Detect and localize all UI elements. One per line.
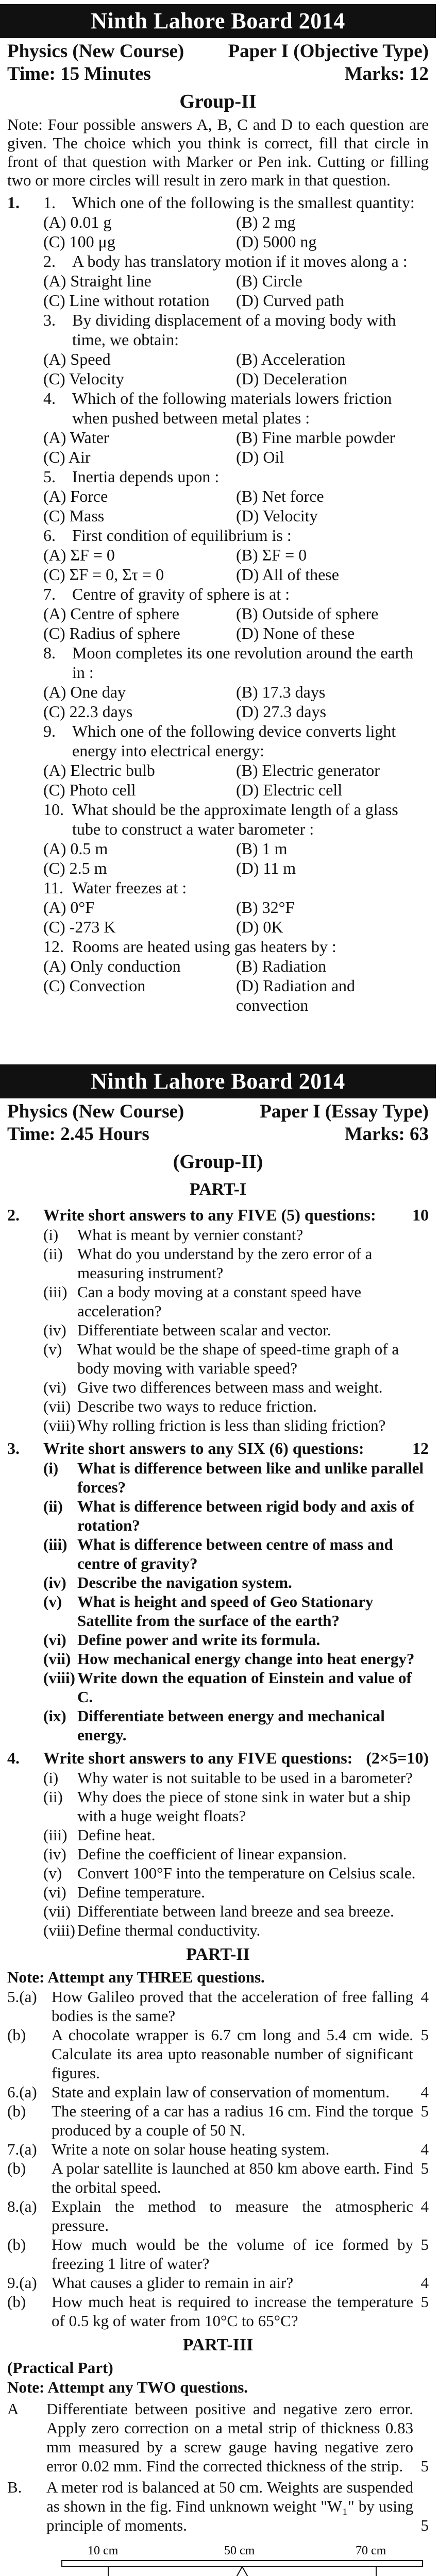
mcq-number: 8. (43, 643, 56, 662)
list-item (43, 1378, 429, 1397)
long-question-text: Explain the method to measure the atmospheric pressure. (52, 2197, 413, 2234)
mcq-text: A body has translatory motion if it moves along a : (72, 252, 408, 270)
long-question-number: 5.(a) (7, 1988, 37, 2006)
list-item (43, 1592, 429, 1630)
mcq-number: 5. (43, 467, 56, 486)
mcq-option: (A) Only conduction (43, 957, 181, 975)
mcq-question (7, 643, 429, 682)
list-item (43, 1706, 429, 1744)
mcq-number: 7. (43, 585, 56, 603)
list-item (43, 1416, 429, 1435)
long-question (7, 2292, 429, 2330)
item-roman: (i) (43, 1459, 59, 1477)
list-item (43, 1225, 429, 1244)
mcq-option: (C) Line without rotation (43, 291, 210, 310)
list-item (43, 1768, 429, 1787)
mcq-option: (B) 1 m (236, 839, 288, 858)
item-roman: (viii) (43, 1669, 75, 1687)
long-question-number: 9.(a) (7, 2274, 37, 2292)
long-question-marks: 5 (420, 2159, 429, 2177)
essay-subject: Physics (New Course) (7, 1101, 184, 1122)
list-item (43, 1573, 429, 1592)
item-roman: (vii) (43, 1397, 71, 1415)
mcq-option: (B) Outside of sphere (236, 604, 379, 623)
mcq-option: (A) Straight line (43, 272, 151, 290)
mcq-option: (D) 0K (236, 918, 283, 936)
mcq-option: (D) 11 m (236, 859, 296, 877)
mcq-question (7, 526, 429, 545)
list-item (43, 1787, 429, 1825)
part-1-heading: PART-I (189, 1180, 247, 1199)
item-text: What would be the shape of speed-time graph of a body moving with variable speed? (77, 1340, 399, 1377)
main-question-number (7, 721, 43, 760)
item-roman: (iii) (43, 1535, 68, 1553)
item-text: Differentiate between land breeze and sea breeze. (77, 1902, 394, 1920)
long-question-marks: 4 (420, 2140, 429, 2158)
objective-note: Note: Four possible answers A, B, C and D to each question are given. The choice which you think is correct, fill that circle in front of that question with Marker or Pen ink. Cutting or filling two or more circles will result in zero mark in that question. (7, 115, 429, 189)
short-question-marks: 12 (412, 1439, 429, 1458)
mcq-question (7, 388, 429, 428)
practical-marks: 5 (420, 2516, 429, 2534)
mcq-option: (D) None of these (236, 624, 355, 642)
essay-time: Time: 2.45 Hours (7, 1124, 149, 1145)
diagram-label-right: 70 cm (356, 2544, 386, 2557)
mcq-text: By dividing displacement of a moving body with time, we obtain: (72, 311, 396, 349)
mcq-options (7, 545, 429, 584)
long-question-text: What causes a glider to remain in air? (52, 2274, 294, 2292)
objective-paper: Paper I (Objective Type) (228, 41, 429, 62)
item-roman: (v) (43, 1340, 62, 1358)
long-question-number: (b) (7, 2102, 26, 2120)
item-roman: (iv) (43, 1845, 66, 1863)
part-2-note: Note: Attempt any THREE questions. (7, 1968, 265, 1986)
mcq-option: (A) Force (43, 487, 108, 505)
mcq-option: (D) Velocity (236, 506, 318, 525)
short-question-number: 3. (7, 1439, 20, 1458)
long-question (7, 2140, 429, 2159)
main-question-number (7, 643, 43, 682)
short-question-instruction: Write short answers to any FIVE questions: (43, 1749, 353, 1767)
mcq-question (7, 467, 429, 486)
part-3-heading: PART-III (182, 2335, 254, 2354)
item-roman: (iii) (43, 1283, 68, 1301)
item-text: Write down the equation of Einstein and value of C. (77, 1669, 412, 1706)
mcq-options (7, 839, 429, 878)
mcq-number: 2. (43, 252, 56, 270)
mcq-option: (B) Radiation (236, 957, 327, 975)
essay-group: (Group-II) (173, 1151, 263, 1173)
mcq-option: (C) Convection (43, 976, 146, 995)
mcq-option: (B) 2 mg (236, 213, 296, 231)
mcq-option: (B) Electric generator (236, 761, 380, 779)
mcq-option: (D) Curved path (236, 291, 344, 310)
short-question-heading (7, 1205, 429, 1225)
list-item (43, 1459, 429, 1497)
mcq-options (7, 897, 429, 937)
mcq-option: (C) 22.3 days (43, 702, 133, 721)
long-question-marks: 4 (420, 1988, 429, 2006)
item-roman: (ii) (43, 1497, 63, 1515)
item-text: Define power and write its formula. (77, 1631, 321, 1649)
item-text: Describe two ways to reduce friction. (77, 1397, 317, 1415)
item-roman: (iv) (43, 1321, 66, 1339)
item-text: Describe the navigation system. (77, 1573, 292, 1591)
mcq-question (7, 251, 429, 271)
item-text: What is meant by vernier constant? (77, 1226, 304, 1244)
main-question-number (7, 310, 43, 349)
main-question-number (7, 388, 43, 428)
mcq-option: (C) ΣF = 0, Στ = 0 (43, 565, 164, 584)
long-question-number: 8.(a) (7, 2197, 37, 2215)
main-question-number: 1. (7, 193, 20, 212)
mcq-option: (D) Radiation and convection (236, 976, 356, 1014)
short-question-number: 4. (7, 1749, 20, 1767)
list-item (43, 1921, 429, 1940)
mcq-options (7, 760, 429, 800)
long-question-number: (b) (7, 2159, 26, 2177)
list-item (43, 1668, 429, 1706)
mcq-question (7, 310, 429, 349)
mcq-options (7, 212, 429, 251)
long-question-text: How Galileo proved that the acceleration of free falling bodies is the same? (52, 1988, 413, 2025)
mcq-question (7, 721, 429, 760)
item-roman: (i) (43, 1769, 59, 1787)
mcq-question (7, 878, 429, 897)
list-item (43, 1320, 429, 1340)
item-text: What is height and speed of Geo Stationary Satellite from the surface of the earth? (77, 1592, 374, 1630)
mcq-option: (B) ΣF = 0 (236, 546, 307, 564)
main-question-number (7, 937, 43, 956)
mcq-number: 4. (43, 389, 56, 408)
mcq-number: 9. (43, 722, 56, 740)
mcq-text: What should be the approximate length of a glass tube to construct a water barometer : (72, 800, 398, 838)
long-question-text: How much heat is required to increase the temperature of 0.5 kg of water from 10°C to 65°C? (52, 2293, 413, 2330)
section-divider (7, 1015, 429, 1064)
mcq-option: (C) Velocity (43, 369, 124, 388)
practical-question-b (7, 2478, 429, 2535)
mcq-option: (D) Deceleration (236, 369, 347, 388)
item-roman: (i) (43, 1226, 59, 1244)
long-question-marks: 4 (420, 2274, 429, 2292)
mcq-option: (D) Oil (236, 448, 284, 466)
essay-marks: Marks: 63 (344, 1124, 429, 1145)
mcq-option: (D) 5000 ng (236, 232, 317, 251)
mcq-option: (A) Speed (43, 350, 111, 368)
item-roman: (v) (43, 1592, 62, 1611)
main-question-number (7, 251, 43, 271)
mcq-text: Moon completes its one revolution around the earth in : (72, 643, 414, 682)
mcq-option: (B) Circle (236, 272, 302, 290)
mcq-option: (B) 32°F (236, 898, 295, 917)
short-question-number: 2. (7, 1206, 20, 1224)
short-question-marks: 10 (412, 1206, 429, 1224)
list-item (43, 1649, 429, 1668)
objective-marks: Marks: 12 (344, 63, 429, 84)
meter-rod-diagram (46, 2539, 438, 2576)
objective-subject: Physics (New Course) (7, 41, 184, 62)
mcq-option: (C) Mass (43, 506, 105, 525)
objective-time: Time: 15 Minutes (7, 63, 151, 84)
list-item (43, 1535, 429, 1573)
practical-text: Differentiate between positive and negative zero error. Apply zero correction on a metal strip of thickness 0.83 mm measured by a screw gauge having negative zero error 0.02 mm. Find the corrected thickness of the strip. (46, 2400, 413, 2475)
mcq-options (7, 956, 429, 1015)
long-question-marks: 4 (420, 2197, 429, 2215)
mcq-option: (A) 0.5 m (43, 839, 108, 858)
list-item (43, 1497, 429, 1535)
list-item (43, 1340, 429, 1378)
practical-note: Note: Attempt any TWO questions. (7, 2378, 248, 2396)
item-roman: (ii) (43, 1245, 63, 1263)
main-question-number (7, 584, 43, 604)
long-question-marks: 5 (420, 2026, 429, 2044)
item-text: Give two differences between mass and weight. (77, 1378, 383, 1396)
mcq-option: (C) Air (43, 448, 91, 466)
long-question (7, 2082, 429, 2102)
objective-meta-row-1 (7, 40, 429, 63)
mcq-option: (B) Net force (236, 487, 324, 505)
long-question-text: A chocolate wrapper is 6.7 cm long and 5.4 cm wide. Calculate its area upto reasonable number of significant figures. (52, 2026, 413, 2082)
long-question-marks: 5 (420, 2102, 429, 2120)
mcq-options (7, 271, 429, 310)
short-question-instruction: Write short answers to any FIVE (5) questions: (43, 1206, 376, 1224)
item-roman: (viii) (43, 1416, 75, 1434)
mcq-option: (D) Electric cell (236, 781, 343, 799)
mcq-text: Which one of the following is the smallest quantity: (72, 193, 415, 212)
mcq-question (7, 937, 429, 956)
item-text: What is difference between like and unlike parallel forces? (77, 1459, 424, 1496)
list-item (43, 1844, 429, 1863)
mcq-text: Which one of the following device converts light energy into electrical energy: (72, 722, 396, 760)
mcq-text: First condition of equilibrium is : (72, 526, 292, 545)
mcq-options (7, 682, 429, 721)
main-question-number (7, 878, 43, 897)
mcq-question (7, 193, 429, 212)
main-question-number (7, 526, 43, 545)
item-roman: (v) (43, 1864, 62, 1882)
part-2-heading: PART-II (186, 1945, 250, 1964)
item-roman: (vi) (43, 1378, 66, 1396)
mcq-option: (A) 0°F (43, 898, 95, 917)
item-text: Differentiate between scalar and vector. (77, 1321, 331, 1339)
long-question (7, 2273, 429, 2292)
item-text: Why does the piece of stone sink in water but a ship with a huge weight floats? (77, 1788, 411, 1825)
long-question (7, 2235, 429, 2273)
mcq-number: 12. (43, 937, 64, 956)
practical-title: (Practical Part) (7, 2359, 113, 2377)
item-text: Define heat. (77, 1826, 156, 1844)
mcq-option: (B) 17.3 days (236, 683, 326, 701)
item-text: Define the coefficient of linear expansion. (77, 1845, 347, 1863)
item-text: How mechanical energy change into heat energy? (77, 1650, 415, 1668)
mcq-number: 1. (43, 193, 56, 212)
item-roman: (vi) (43, 1883, 66, 1901)
long-question-number: (b) (7, 2235, 26, 2253)
mcq-option: (A) Electric bulb (43, 761, 155, 779)
item-roman: (iv) (43, 1573, 66, 1591)
list-item (43, 1902, 429, 1921)
item-text: Define thermal conductivity. (77, 1921, 261, 1939)
list-item (43, 1863, 429, 1883)
mcq-question (7, 584, 429, 604)
item-text: What do you understand by the zero error of a measuring instrument? (77, 1245, 373, 1282)
item-text: What is difference between rigid body and axis of rotation? (77, 1497, 414, 1534)
fulcrum-wedge (211, 2567, 273, 2576)
mcq-option: (A) Centre of sphere (43, 604, 179, 623)
mcq-text: Which of the following materials lowers friction when pushed between metal plates : (72, 389, 392, 427)
practical-label: A (7, 2400, 19, 2418)
mcq-text: Centre of gravity of sphere is at : (72, 585, 290, 603)
short-question-items (7, 1768, 429, 1940)
item-text: Differentiate between energy and mechanical energy. (77, 1707, 385, 1744)
short-question-items (7, 1459, 429, 1744)
long-question (7, 1987, 429, 2025)
mcq-text: Inertia depends upon : (72, 467, 220, 486)
practical-marks: 5 (420, 2457, 429, 2475)
mcq-options (7, 428, 429, 467)
mcq-option: (C) Photo cell (43, 781, 136, 799)
mcq-option: (C) -273 K (43, 918, 116, 936)
list-item (43, 1883, 429, 1902)
short-questions (7, 1205, 429, 1940)
item-roman: (vii) (43, 1650, 71, 1668)
mcq-options (7, 486, 429, 526)
item-text: Convert 100°F into the temperature on Celsius scale. (77, 1864, 416, 1882)
essay-meta-row-1 (7, 1100, 429, 1123)
mcq-option: (A) 0.01 g (43, 213, 112, 231)
mcq-option: (B) Acceleration (236, 350, 346, 368)
mcq-option: (C) 2.5 m (43, 859, 107, 877)
list-item (43, 1244, 429, 1282)
mcq-number: 3. (43, 311, 56, 329)
mcq-text: Water freezes at : (72, 878, 187, 897)
mcq-option: (C) Radius of sphere (43, 624, 180, 642)
diagram-label-mid: 50 cm (224, 2544, 255, 2557)
long-question-text: The steering of a car has a radius 16 cm. Find the torque produced by a couple of 50 N. (52, 2102, 413, 2139)
objective-group: Group-II (179, 91, 257, 112)
short-question-heading (7, 1748, 429, 1768)
mcq-option: (A) One day (43, 683, 126, 701)
mcq-number: 10. (43, 800, 64, 819)
list-item (43, 1630, 429, 1649)
objective-banner: Ninth Lahore Board 2014 (0, 4, 436, 38)
long-question-number: 7.(a) (7, 2140, 37, 2158)
short-question-marks: (2×5=10) (366, 1749, 429, 1767)
mcq-option: (C) 100 μg (43, 232, 115, 251)
mcq-option: (D) All of these (236, 565, 339, 584)
mcq-option: (A) Water (43, 428, 109, 447)
short-question-heading (7, 1438, 429, 1459)
objective-meta-row-2 (7, 63, 429, 86)
main-question-number (7, 467, 43, 486)
practical-label: B. (7, 2478, 22, 2496)
item-text: Can a body moving at a constant speed have acceleration? (77, 1283, 361, 1320)
mcq-list (7, 193, 429, 1015)
long-question-number: (b) (7, 2293, 26, 2311)
long-question-text: Write a note on solar house heating system. (52, 2140, 330, 2158)
mcq-number: 6. (43, 526, 56, 545)
list-item (43, 1282, 429, 1320)
item-roman: (ii) (43, 1788, 63, 1806)
list-item (43, 1825, 429, 1844)
long-question (7, 2159, 429, 2197)
long-question-text: How much would be the volume of ice formed by freezing 1 litre of water? (52, 2235, 413, 2273)
long-question-marks: 4 (420, 2083, 429, 2101)
item-roman: (vii) (43, 1902, 71, 1920)
long-question-marks: 5 (420, 2293, 429, 2311)
mcq-option: (B) Fine marble powder (236, 428, 395, 447)
item-text: Why rolling friction is less than sliding friction? (77, 1416, 386, 1434)
short-question-items (7, 1225, 429, 1435)
item-roman: (vi) (43, 1631, 66, 1649)
mcq-option: (A) ΣF = 0 (43, 546, 115, 564)
list-item (43, 1397, 429, 1416)
mcq-option: (D) 27.3 days (236, 702, 327, 721)
mcq-options (7, 349, 429, 388)
long-question-number: 6.(a) (7, 2083, 37, 2101)
practical-question-a (7, 2399, 429, 2476)
mcq-text: Rooms are heated using gas heaters by : (72, 937, 336, 956)
mcq-options (7, 604, 429, 643)
essay-banner: Ninth Lahore Board 2014 (0, 1064, 436, 1098)
long-question-text: State and explain law of conservation of momentum. (52, 2083, 390, 2101)
long-question (7, 2025, 429, 2082)
item-text: Define temperature. (77, 1883, 205, 1901)
short-question-instruction: Write short answers to any SIX (6) questions: (43, 1439, 364, 1458)
mcq-question (7, 800, 429, 839)
long-question-number: (b) (7, 2026, 26, 2044)
long-question (7, 2102, 429, 2140)
long-question (7, 2197, 429, 2235)
diagram-label-left: 10 cm (88, 2544, 119, 2557)
item-roman: (viii) (43, 1921, 75, 1939)
practical-text: A meter rod is balanced at 50 cm. Weights are suspended as shown in the fig. Find unknown weight "W₁" by using principle of moments. (46, 2478, 413, 2534)
essay-meta-row-2 (7, 1123, 429, 1146)
essay-paper: Paper I (Essay Type) (260, 1101, 429, 1122)
mcq-number: 11. (43, 878, 63, 897)
main-question-number (7, 800, 43, 839)
long-question-marks: 5 (420, 2235, 429, 2253)
item-roman: (ix) (43, 1707, 66, 1725)
item-text: Why water is not suitable to be used in a barometer? (77, 1769, 413, 1787)
long-questions (7, 1987, 429, 2330)
item-text: What is difference between centre of mass and centre of gravity? (77, 1535, 393, 1572)
long-question-text: A polar satellite is launched at 850 km above earth. Find the orbital speed. (52, 2159, 413, 2196)
item-roman: (iii) (43, 1826, 68, 1844)
